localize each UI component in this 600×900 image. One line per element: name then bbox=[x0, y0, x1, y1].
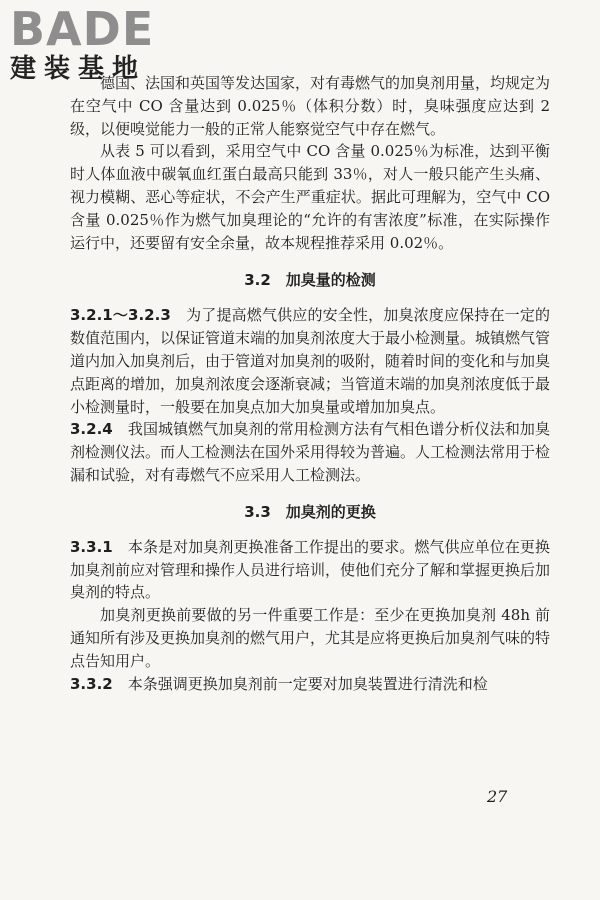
paragraph-odorant-standard: 德国、法国和英国等发达国家，对有毒燃气的加臭剂用量，均规定为在空气中 CO 含量达到 0.025％（体积分数）时，臭味强度应达到 2 级，以便嗅觉能力一般的正常人能察觉空气中存在燃气。 bbox=[70, 74, 551, 138]
section-heading-3-2: 3.2 加臭量的检测 bbox=[244, 271, 376, 290]
clause-3-2-4 bbox=[70, 418, 550, 486]
clause-number: 3.3.2 bbox=[70, 674, 113, 693]
paragraph-co-concentration: 从表 5 可以看到，采用空气中 CO 含量 0.025％为标准，达到平衡时人体血液中碳氧血红蛋白最高只能到 33％，对人一般只能产生头痛、视力模糊、恶心等症状，不会产生严重症状。据此可理解为，空气中 CO 含量 0.025％作为燃气加臭理论的“允许的有害浓度”标准，在实际操作运行中，还要留有安全余量，故本规程推荐采用 0.02％。 bbox=[70, 142, 550, 252]
logo-chinese-name: 建装基地 bbox=[10, 54, 147, 84]
section-heading-3-3: 3.3 加臭剂的更换 bbox=[244, 502, 376, 521]
clause-3-2-1-3 bbox=[70, 304, 550, 418]
clause-3-3-2 bbox=[70, 673, 550, 696]
clause-3-3-1 bbox=[70, 536, 550, 604]
clause-text: 本条强调更换加臭剂前一定要对加臭装置进行清洗和检 bbox=[127, 674, 488, 693]
clause-text: 我国城镇燃气加臭剂的常用检测方法有气相色谱分析仪法和加臭剂检测仪法。而人工检测法在国外采用得较为普遍。人工检测法常用于检漏和试验，对有毒燃气不应采用人工检测法。 bbox=[70, 420, 551, 484]
paragraph-user-notice: 加臭剂更换前要做的另一件重要工作是：至少在更换加臭剂 48h 前通知所有涉及更换加臭剂的燃气用户，尤其是应将更换后加臭剂气味的特点告知用户。 bbox=[70, 606, 551, 670]
clause-number: 3.2.1～3.2.3 bbox=[70, 306, 171, 325]
clause-text: 为了提高燃气供应的安全性，加臭浓度应保持在一定的数值范围内，以保证管道末端的加臭剂浓度大于最小检测量。城镇燃气管道内加入加臭剂后，由于管道对加臭剂的吸附，随着时间的变化和与加臭点距离的增加，加臭剂浓度会逐渐衰减；当管道末端的加臭剂浓度低于最小检测量时，一般要在加臭点加大加臭量或增加加臭点。 bbox=[70, 306, 551, 416]
clause-number: 3.3.1 bbox=[70, 537, 113, 556]
clause-text: 本条是对加臭剂更换准备工作提出的要求。燃气供应单位在更换加臭剂前应对管理和操作人员进行培训，使他们充分了解和掌握更换后加臭剂的特点。 bbox=[70, 537, 551, 602]
page-number: 27 bbox=[487, 787, 508, 806]
document-page bbox=[70, 70, 550, 695]
logo-wordmark: BADE bbox=[10, 2, 155, 56]
clause-number: 3.2.4 bbox=[70, 420, 113, 439]
